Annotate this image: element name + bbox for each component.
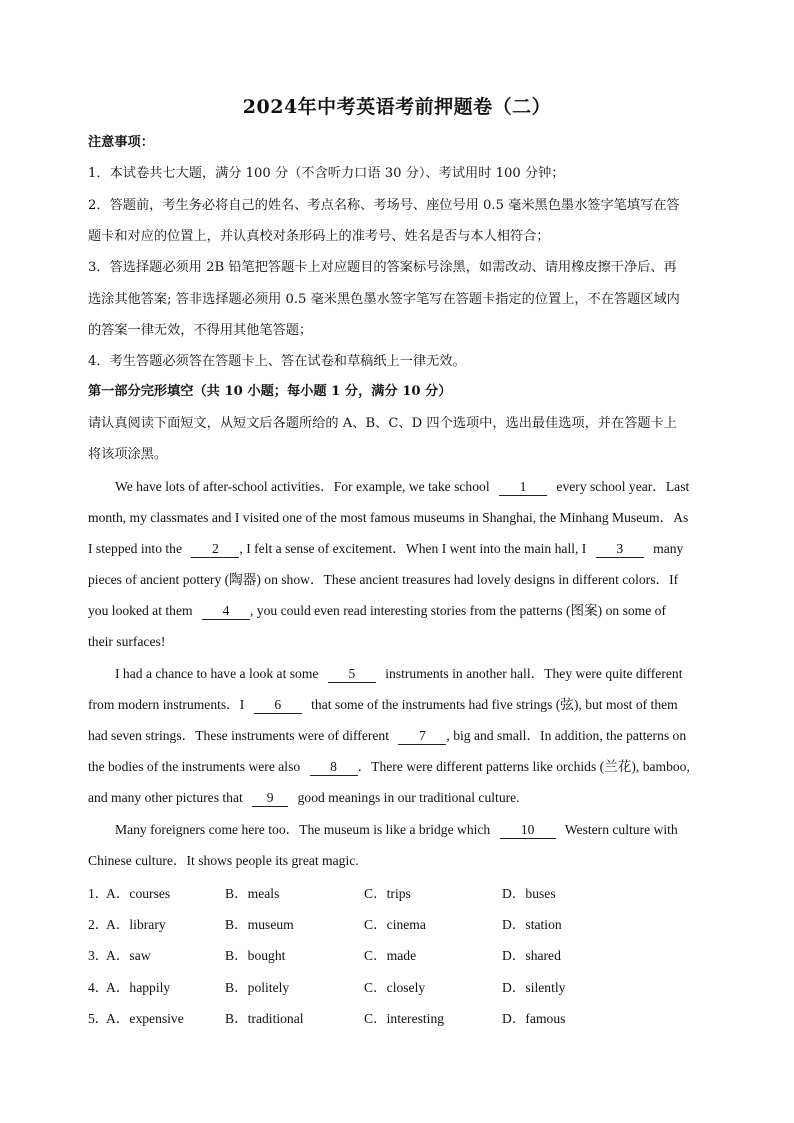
option-d[interactable]: D．shared (502, 948, 561, 963)
option-d[interactable]: D．buses (502, 886, 556, 901)
option-c[interactable]: C．closely (364, 980, 426, 995)
blank-10[interactable]: 10 (500, 822, 556, 839)
section-heading: 第一部分完形填空（共 10 小题；每小题 1 分，满分 10 分） (88, 384, 452, 399)
option-b[interactable]: B．politely (225, 980, 290, 995)
blank-3[interactable]: 3 (596, 541, 644, 558)
option-c[interactable]: C．made (364, 948, 417, 963)
passage-text: had seven strings．These instruments were of different (88, 728, 389, 743)
question-options-5 (88, 1007, 708, 1027)
option-a[interactable]: A．happily (106, 980, 171, 995)
passage-line: their surfaces! (88, 634, 166, 649)
passage-text: you looked at them (88, 603, 193, 618)
passage-line: month, my classmates and I visited one of the most famous museums in Shanghai, the Minhang Museum．As (88, 510, 689, 525)
option-a[interactable]: A．saw (106, 948, 151, 963)
question-options-3 (88, 944, 708, 964)
blank-2[interactable]: 2 (191, 541, 239, 558)
option-a[interactable]: A．library (106, 917, 166, 932)
section-instruction-b: 将该项涂黑。 (88, 447, 168, 462)
blank-4[interactable]: 4 (202, 603, 250, 620)
blank-9[interactable]: 9 (252, 790, 288, 807)
passage-text: every school year．Last (556, 479, 690, 494)
blank-7[interactable]: 7 (398, 728, 446, 745)
question-options-2 (88, 913, 708, 933)
option-d[interactable]: D．station (502, 917, 562, 932)
option-d[interactable]: D．famous (502, 1011, 566, 1026)
passage-text: and many other pictures that (88, 790, 243, 805)
notice-item-3c: 的答案一律无效，不得用其他笔答题； (88, 323, 313, 338)
passage-text: from modern instruments．I (88, 697, 245, 712)
passage-text: ．There were different patterns like orchids (兰花), bamboo, (357, 759, 690, 774)
notice-item-1: 1．本试卷共七大题，满分 100 分（不含听力口语 30 分）、考试用时 100 分钟； (88, 166, 565, 181)
option-c[interactable]: C．trips (364, 886, 411, 901)
notice-item-3b: 选涂其他答案; 答非选择题必须用 0.5 毫米黑色墨水签字笔写在答题卡指定的位置上，不在答题区域内 (88, 292, 680, 307)
notice-item-4: 4．考生答题必须答在答题卡上、答在试卷和草稿纸上一律无效。 (88, 354, 466, 369)
option-c[interactable]: C．cinema (364, 917, 426, 932)
notice-item-3a: 3．答选择题必须用 2B 铅笔把答题卡上对应题目的答案标号涂黑，如需改动、请用橡皮擦干净后、再 (88, 260, 677, 275)
passage-line (88, 539, 708, 559)
blank-6[interactable]: 6 (254, 697, 302, 714)
option-a[interactable]: A．courses (106, 886, 171, 901)
passage-line: Chinese culture．It shows people its great magic. (88, 853, 359, 868)
passage-line (115, 820, 735, 840)
passage-line (88, 695, 708, 715)
question-number: 4． (88, 980, 109, 995)
passage-text: Many foreigners come here too．The museum is like a bridge which (115, 822, 491, 837)
question-options-4 (88, 976, 708, 996)
passage-line: pieces of ancient pottery (陶器) on show．These ancient treasures had lovely designs in different colors．If (88, 572, 679, 587)
option-d[interactable]: D．silently (502, 980, 566, 995)
question-number: 2． (88, 917, 109, 932)
question-number: 3． (88, 948, 109, 963)
passage-text: , big and small．In addition, the patterns on (446, 728, 687, 743)
question-number: 5． (88, 1011, 109, 1026)
blank-1[interactable]: 1 (499, 479, 547, 496)
passage-text: Western culture with (564, 822, 678, 837)
page-title: 2024年中考英语考前押题卷（二） (242, 96, 552, 118)
section-instruction-a: 请认真阅读下面短文，从短文后各题所给的 A、B、C、D 四个选项中，选出最佳选项，并在答题卡上 (88, 416, 677, 431)
question-number: 1． (88, 886, 109, 901)
passage-text: instruments in another hall．They were quite different (385, 666, 683, 681)
passage-text: We have lots of after-school activities．For example, we take school (115, 479, 490, 494)
passage-line (88, 726, 708, 746)
passage-line (88, 757, 708, 777)
passage-text: that some of the instruments had five strings (弦), but most of them (311, 697, 678, 712)
option-c[interactable]: C．interesting (364, 1011, 445, 1026)
passage-text: I stepped into the (88, 541, 183, 556)
passage-line (88, 601, 708, 621)
passage-line (88, 788, 708, 808)
question-options-1 (88, 882, 708, 902)
blank-5[interactable]: 5 (328, 666, 376, 683)
blank-8[interactable]: 8 (310, 759, 358, 776)
option-b[interactable]: B．museum (225, 917, 294, 932)
passage-text: good meanings in our traditional culture. (297, 790, 520, 805)
passage-text: the bodies of the instruments were also (88, 759, 301, 774)
option-a[interactable]: A．expensive (106, 1011, 184, 1026)
passage-text: , you could even read interesting stories from the patterns (图案) on some of (249, 603, 666, 618)
option-b[interactable]: B．meals (225, 886, 280, 901)
passage-text: many (653, 541, 684, 556)
passage-line (115, 664, 735, 684)
option-b[interactable]: B．bought (225, 948, 286, 963)
notice-item-2b: 题卡和对应的位置上，并认真校对条形码上的准考号、姓名是否与本人相符合； (88, 229, 550, 244)
passage-line (115, 477, 735, 497)
passage-text: I had a chance to have a look at some (115, 666, 319, 681)
notice-heading: 注意事项： (88, 135, 154, 150)
passage-text: , I felt a sense of excitement．When I went into the main hall, I (239, 541, 587, 556)
notice-item-2a: 2．答题前，考生务必将自己的姓名、考点名称、考场号、座位号用 0.5 毫米黑色墨水签字笔填写在答 (88, 198, 680, 213)
option-b[interactable]: B．traditional (225, 1011, 304, 1026)
